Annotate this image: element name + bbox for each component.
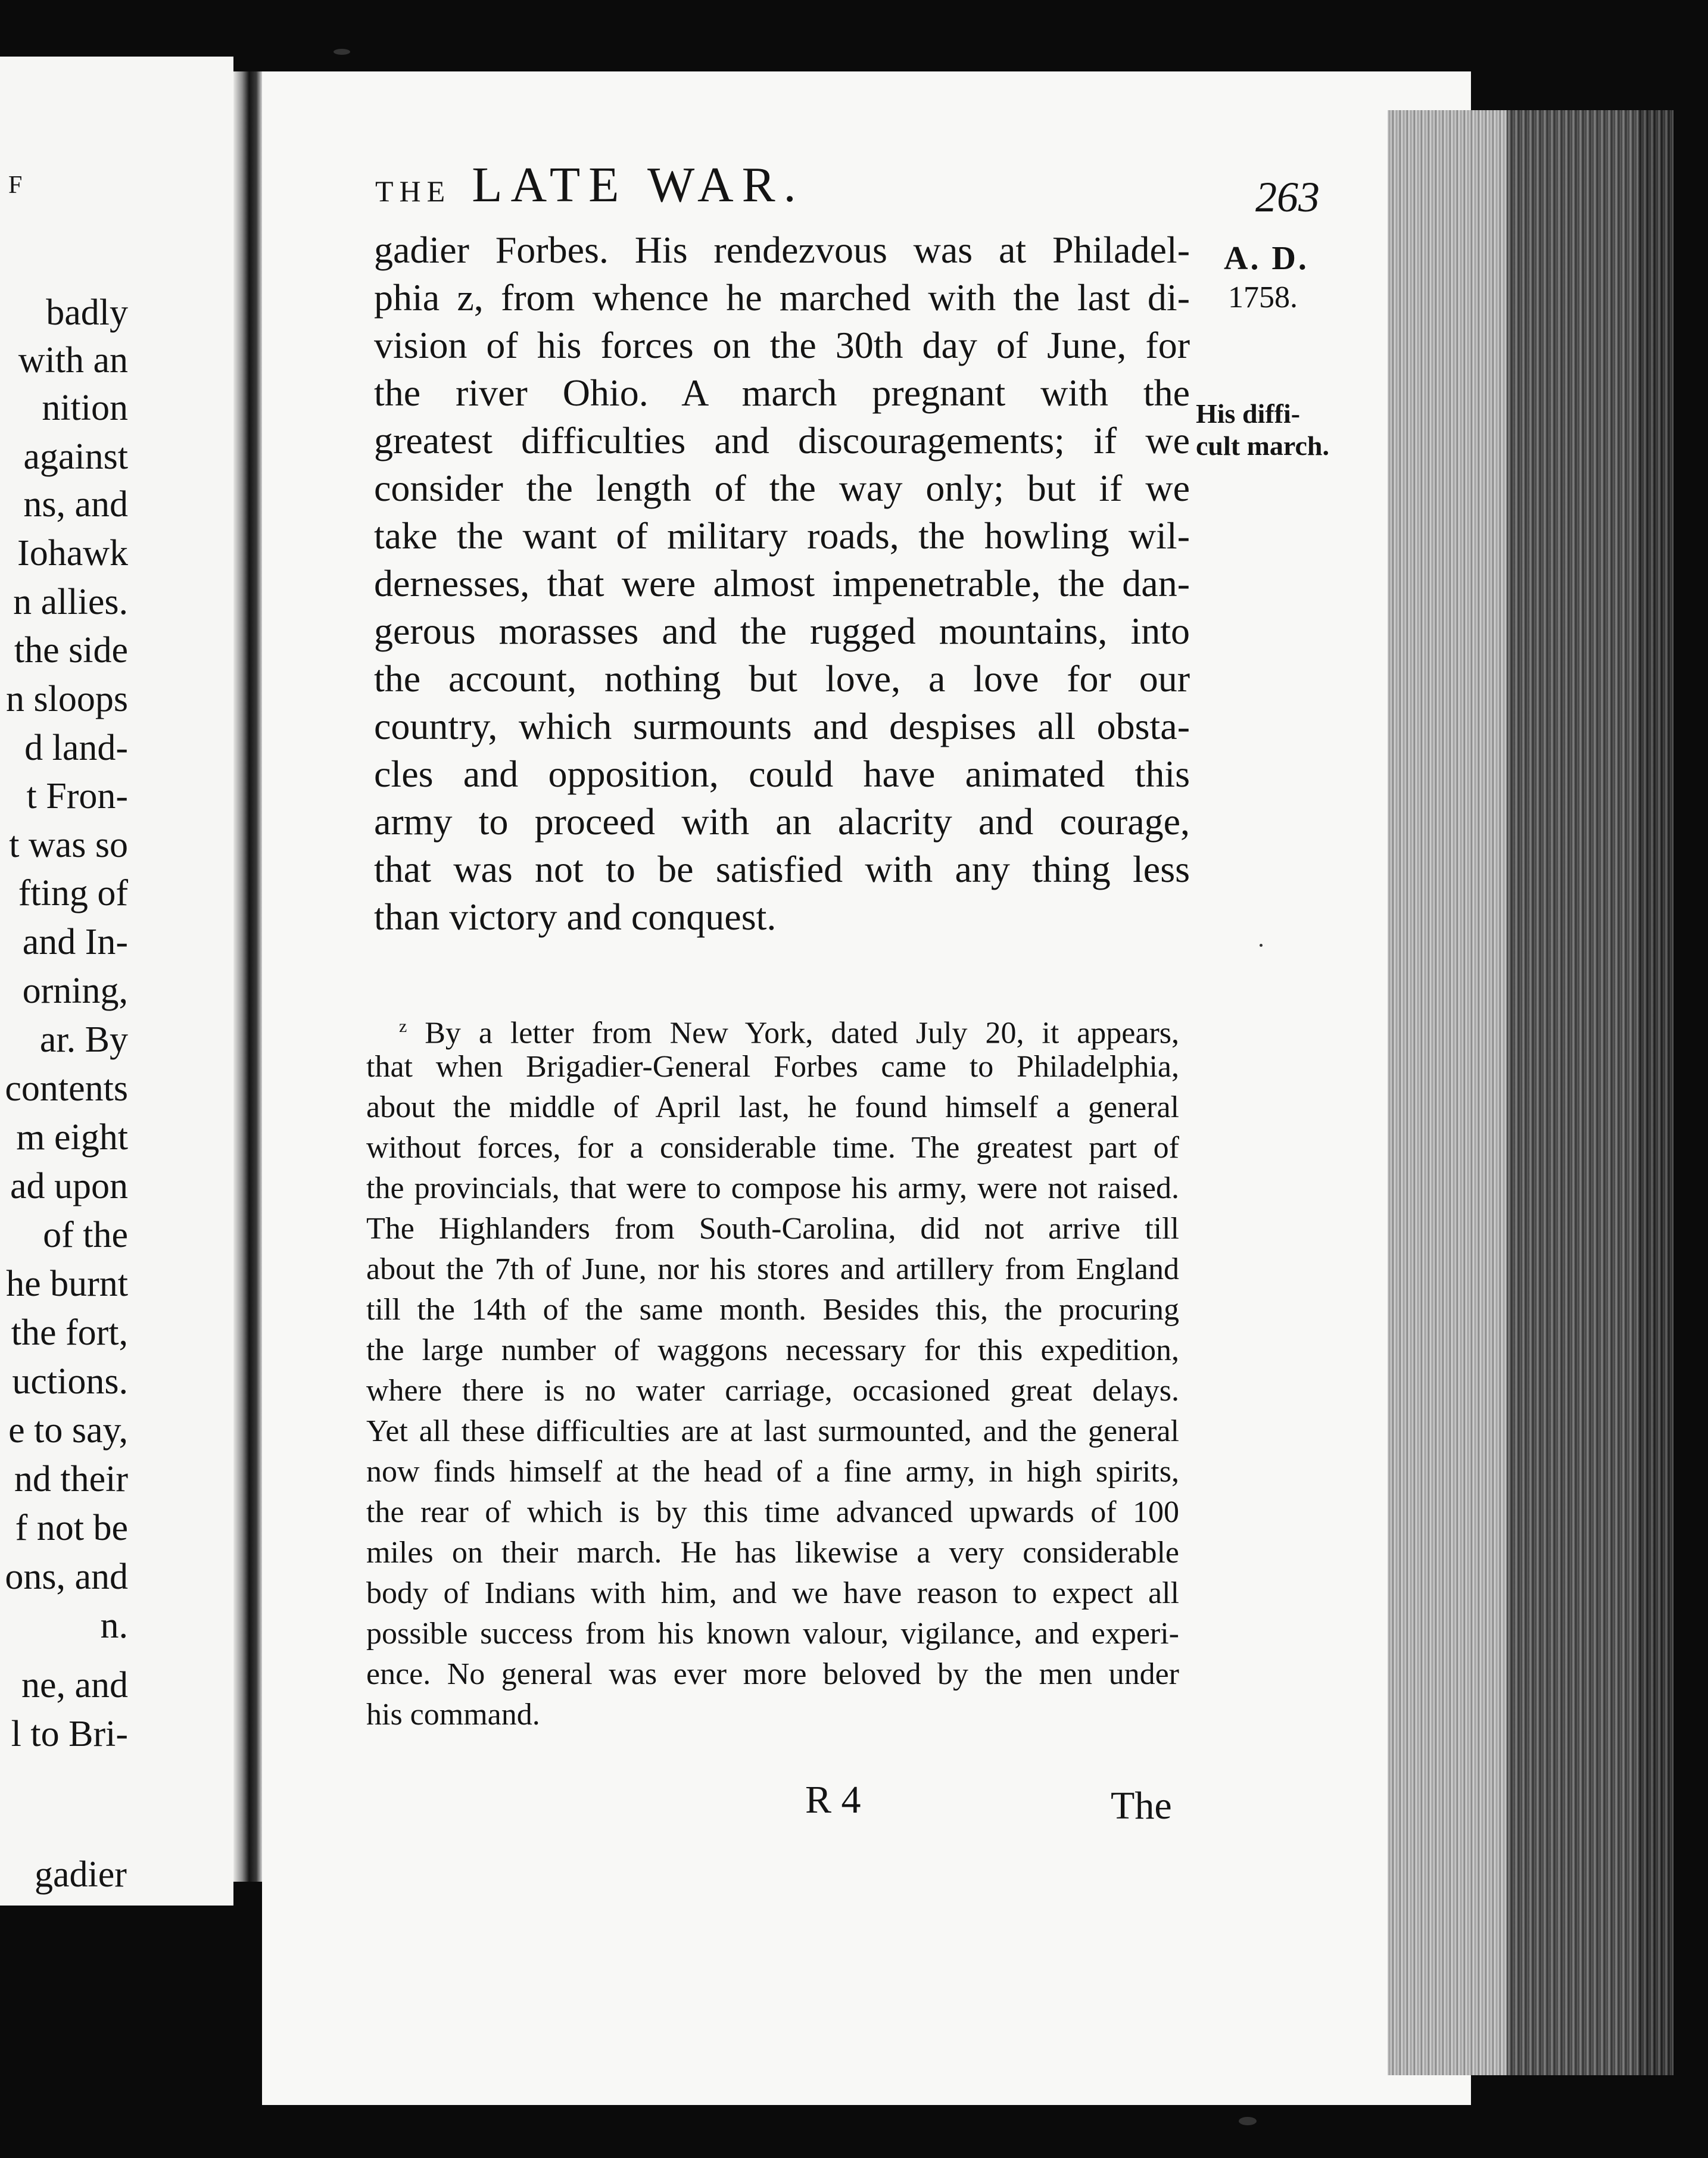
footnote-line: The Highlanders from South-Carolina, did not arrive till [366, 1212, 1179, 1246]
left-line: the fort, [11, 1312, 128, 1353]
catchword: The [1111, 1784, 1172, 1828]
left-line: t was so [9, 825, 128, 865]
body-line: cles and opposition, could have animated this [374, 753, 1190, 795]
body-line: army to proceed with an alacrity and courage, [374, 800, 1190, 843]
scan-speck [1260, 944, 1263, 947]
left-line: he burnt [6, 1264, 128, 1304]
left-line: nition [42, 388, 128, 428]
left-line: with an [18, 340, 128, 381]
margin-anno-domini: A. D. [1224, 240, 1309, 277]
left-line: of the [43, 1215, 128, 1255]
running-head-title: LATE WAR. [472, 157, 805, 213]
footnote-line: the large number of waggons necessary for this expedition, [366, 1333, 1179, 1367]
left-line: ons, and [5, 1557, 128, 1597]
footnote-line: possible success from his known valour, vigilance, and experi- [366, 1617, 1179, 1651]
left-line: against [23, 436, 128, 477]
page-number: 263 [1255, 173, 1320, 221]
footnote-line: now finds himself at the head of a fine army, in high spirits, [366, 1455, 1179, 1489]
body-line: greatest difficulties and discouragements; if we [374, 419, 1190, 461]
left-line: n allies. [13, 582, 128, 622]
left-line: t Fron- [26, 776, 128, 816]
footnote-marker: z [399, 1016, 407, 1036]
left-line: orning, [22, 971, 128, 1011]
body-line: vision of his forces on the 30th day of June, for [374, 324, 1190, 366]
page-edge-shadow [1507, 110, 1673, 2075]
left-line: ns, and [23, 484, 128, 525]
body-line: gadier Forbes. His rendezvous was at Philadel- [374, 229, 1190, 271]
footnote-line: that when Brigadier-General Forbes came to Philadelphia, [366, 1050, 1179, 1084]
scan-speck [334, 49, 350, 55]
footnote-line: Yet all these difficulties are at last surmounted, and the general [366, 1414, 1179, 1448]
body-line: than victory and conquest. [374, 896, 777, 938]
footnote-line: the provincials, that were to compose his army, were not raised. [366, 1171, 1179, 1205]
body-line: country, which surmounts and despises all obsta- [374, 705, 1190, 747]
left-line: l to Bri- [11, 1714, 128, 1754]
left-line: the side [14, 630, 128, 671]
body-line: gerous morasses and the rugged mountains, into [374, 610, 1190, 652]
footnote-line: where there is no water carriage, occasioned great delays. [366, 1374, 1179, 1408]
left-line: contents [5, 1068, 128, 1109]
left-line: ad upon [10, 1166, 128, 1206]
left-line: ar. By [39, 1019, 128, 1060]
margin-note-line: cult march. [1196, 431, 1330, 461]
footnote-line: body of Indians with him, and we have reason to expect all [366, 1576, 1179, 1610]
body-line: dernesses, that were almost impenetrable, the dan- [374, 562, 1190, 604]
left-line: Iohawk [17, 533, 128, 573]
footnote-line: the rear of which is by this time advanced upwards of 100 [366, 1495, 1179, 1529]
body-line: consider the length of the way only; but if we [374, 467, 1190, 509]
body-line: phia z, from whence he marched with the last di- [374, 276, 1190, 319]
footnote-line: miles on their march. He has likewise a very considerable [366, 1536, 1179, 1570]
left-line: n sloops [6, 679, 128, 719]
left-line: badly [46, 292, 128, 333]
left-line: f not be [15, 1508, 128, 1548]
body-line: take the want of military roads, the howling wil- [374, 514, 1190, 557]
footnote-line: ence. No general was ever more beloved by the men under [366, 1657, 1179, 1691]
footnote-line: his command. [366, 1698, 540, 1732]
footnote-line: till the 14th of the same month. Besides this, the procuring [366, 1293, 1179, 1327]
left-running-head-fragment: F [8, 171, 27, 199]
left-page [0, 57, 233, 1906]
footnote-line: about the 7th of June, nor his stores and artillery from England [366, 1252, 1179, 1286]
left-line: n. [100, 1605, 128, 1646]
margin-note-line: His diffi- [1196, 398, 1301, 429]
left-line: ne, and [21, 1665, 128, 1705]
footnote-first-text: By a letter from New York, dated July 20, it appears, [425, 1016, 1180, 1050]
footnote-line: without forces, for a considerable time. The greatest part of [366, 1131, 1179, 1165]
running-head [375, 156, 1209, 214]
left-line: d land- [24, 728, 128, 768]
running-head-prefix: THE [375, 174, 451, 208]
footnote-line: about the middle of April last, he found himself a general [366, 1090, 1179, 1124]
scan-speck [1239, 2117, 1257, 2125]
left-line: e to say, [8, 1410, 128, 1451]
book-gutter [233, 71, 262, 1882]
left-line: fting of [18, 873, 128, 913]
left-line: and In- [22, 922, 128, 962]
left-line: uctions. [12, 1361, 128, 1402]
signature-mark: R 4 [805, 1778, 861, 1822]
left-catchword: gadier [35, 1854, 127, 1895]
margin-year: 1758. [1228, 280, 1298, 314]
body-line: the river Ohio. A march pregnant with the [374, 372, 1190, 414]
left-line: nd their [14, 1459, 128, 1499]
body-line: the account, nothing but love, a love for our [374, 657, 1190, 700]
left-line: m eight [16, 1117, 128, 1158]
body-line: that was not to be satisfied with any thing less [374, 848, 1190, 890]
